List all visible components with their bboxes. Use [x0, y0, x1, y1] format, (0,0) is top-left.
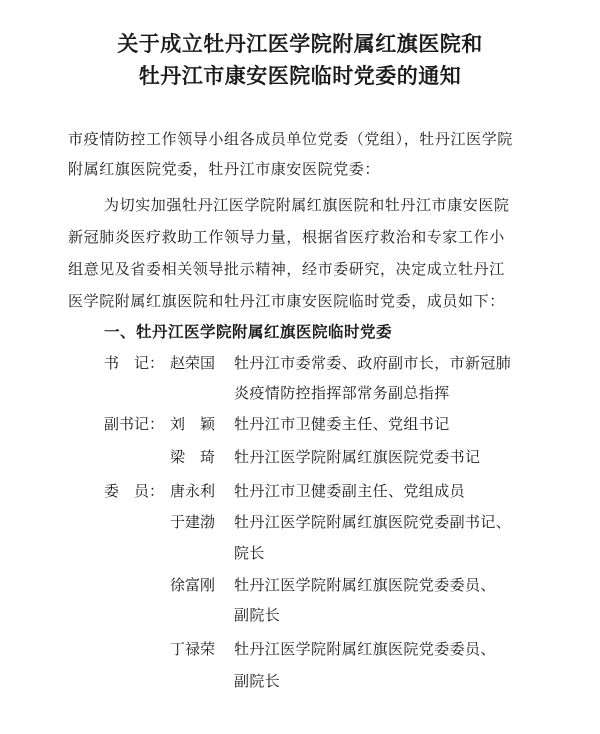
document-title-line-2: 牡丹江市康安医院临时党委的通知	[138, 64, 462, 88]
committee-member-2-position-line-2: 院长	[234, 544, 265, 562]
secretary-position-line-2: 炎疫情防控指挥部常务副总指挥	[234, 384, 450, 402]
addressee-line-2: 附属红旗医院党委，牡丹江市康安医院党委：	[68, 160, 381, 178]
secretary-name: 赵荣国	[170, 354, 216, 372]
body-line-1: 为切实加强牡丹江医学院附属红旗医院和牡丹江市康安医院	[104, 196, 510, 214]
addressee-line-1: 市疫情防控工作领导小组各成员单位党委（党组），牡丹江医学院	[68, 130, 513, 148]
committee-member-3-position-line-1: 牡丹江医学院附属红旗医院党委委员、	[234, 576, 496, 594]
committee-member-1-position: 牡丹江市卫健委副主任、党组成员	[234, 482, 466, 500]
body-line-4: 医学院附属红旗医院和牡丹江市康安医院临时党委，成员如下：	[68, 292, 505, 310]
committee-member-4-position-line-1: 牡丹江医学院附属红旗医院党委委员、	[234, 640, 496, 658]
committee-member-3-position-line-2: 副院长	[234, 606, 281, 624]
body-line-3: 组意见及省委相关领导批示精神，经市委研究，决定成立牡丹江	[68, 260, 505, 278]
body-line-2: 新冠肺炎医疗救助工作领导力量，根据省医疗救治和专家工作小	[68, 228, 505, 246]
deputy-secretary-1-name: 刘 颖	[170, 415, 216, 433]
section-heading: 一、牡丹江医学院附属红旗医院临时党委	[104, 323, 393, 341]
committee-member-3-name: 徐富刚	[170, 576, 216, 594]
deputy-secretary-2-name: 梁 琦	[170, 448, 216, 466]
committee-member-1-name: 唐永利	[170, 482, 216, 500]
deputy-secretary-2-position: 牡丹江医学院附属红旗医院党委书记	[234, 448, 481, 466]
secretary-position-line-1: 牡丹江市委常委、政府副市长，市新冠肺	[234, 354, 512, 372]
deputy-secretary-label: 副书记：	[104, 415, 165, 433]
document-title-line-1: 关于成立牡丹江医学院附属红旗医院和	[117, 32, 483, 56]
committee-member-2-position-line-1: 牡丹江医学院附属红旗医院党委副书记、	[234, 513, 512, 531]
deputy-secretary-1-position: 牡丹江市卫健委主任、党组书记	[234, 415, 450, 433]
committee-member-2-name: 于建渤	[170, 513, 216, 531]
committee-member-4-position-line-2: 副院长	[234, 672, 281, 690]
committee-label: 委 员：	[104, 482, 165, 500]
secretary-label: 书 记：	[104, 354, 165, 372]
committee-member-4-name: 丁禄荣	[170, 640, 216, 658]
